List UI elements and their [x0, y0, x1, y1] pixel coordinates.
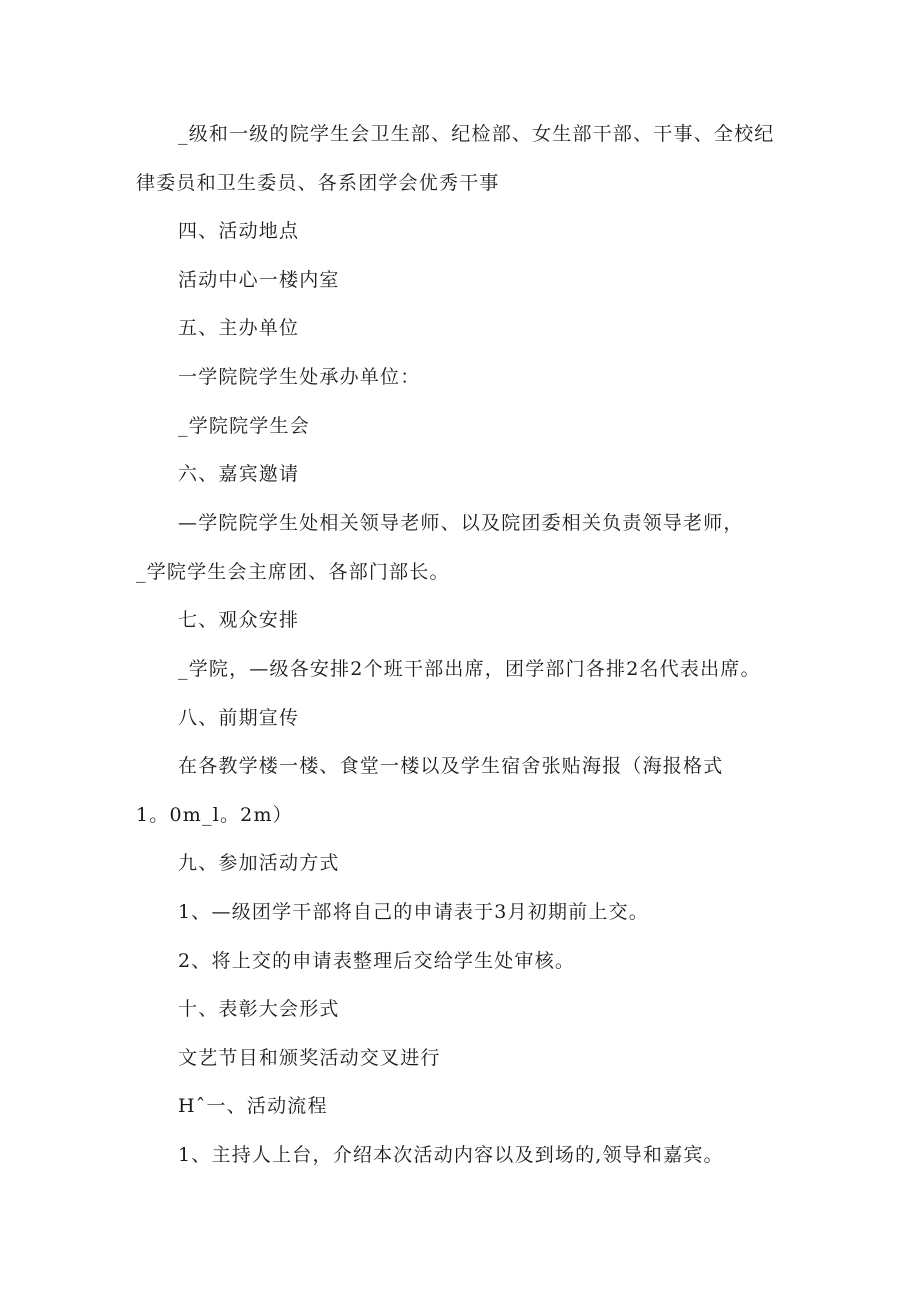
list-item: 1、—级团学干部将自己的申请表于3月初期前上交。 [178, 901, 649, 923]
paragraph-line: 活动中心一楼内室 [178, 269, 340, 291]
paragraph-line: _学院院学生会 [178, 415, 310, 437]
section-heading: 七、观众安排 [178, 609, 300, 631]
paragraph-line: 1。0m_l。2m） [136, 804, 293, 826]
paragraph-line: _级和一级的院学生会卫生部、纪检部、女生部干部、干事、全校纪 [178, 123, 775, 145]
section-heading: 四、活动地点 [178, 220, 300, 242]
list-item: 1、主持人上台，介绍本次活动内容以及到场的,领导和嘉宾。 [178, 1144, 724, 1166]
section-heading: Hˆ一、活动流程 [178, 1095, 328, 1117]
section-heading: 六、嘉宾邀请 [178, 463, 300, 485]
paragraph-line: 律委员和卫生委员、各系团学会优秀干事 [136, 172, 500, 194]
paragraph-line: 在各教学楼一楼、食堂一楼以及学生宿舍张贴海报（海报格式 [178, 755, 724, 777]
paragraph-line: _学院学生会主席团、各部门部长。 [136, 561, 450, 583]
section-heading: 九、参加活动方式 [178, 852, 340, 874]
section-heading: 五、主办单位 [178, 317, 300, 339]
list-item: 2、将上交的申请表整理后交给学生处审核。 [178, 950, 576, 972]
paragraph-line: 文艺节目和颁奖活动交叉进行 [178, 1047, 441, 1069]
paragraph-line: —学院院学生处相关领导老师、以及院团委相关负责领导老师， [178, 512, 744, 534]
section-heading: 十、表彰大会形式 [178, 998, 340, 1020]
paragraph-line: _学院，—级各安排2个班干部出席，团学部门各排2名代表出席。 [178, 658, 761, 680]
paragraph-line: 一学院院学生处承办单位： [178, 366, 421, 388]
section-heading: 八、前期宣传 [178, 707, 300, 729]
